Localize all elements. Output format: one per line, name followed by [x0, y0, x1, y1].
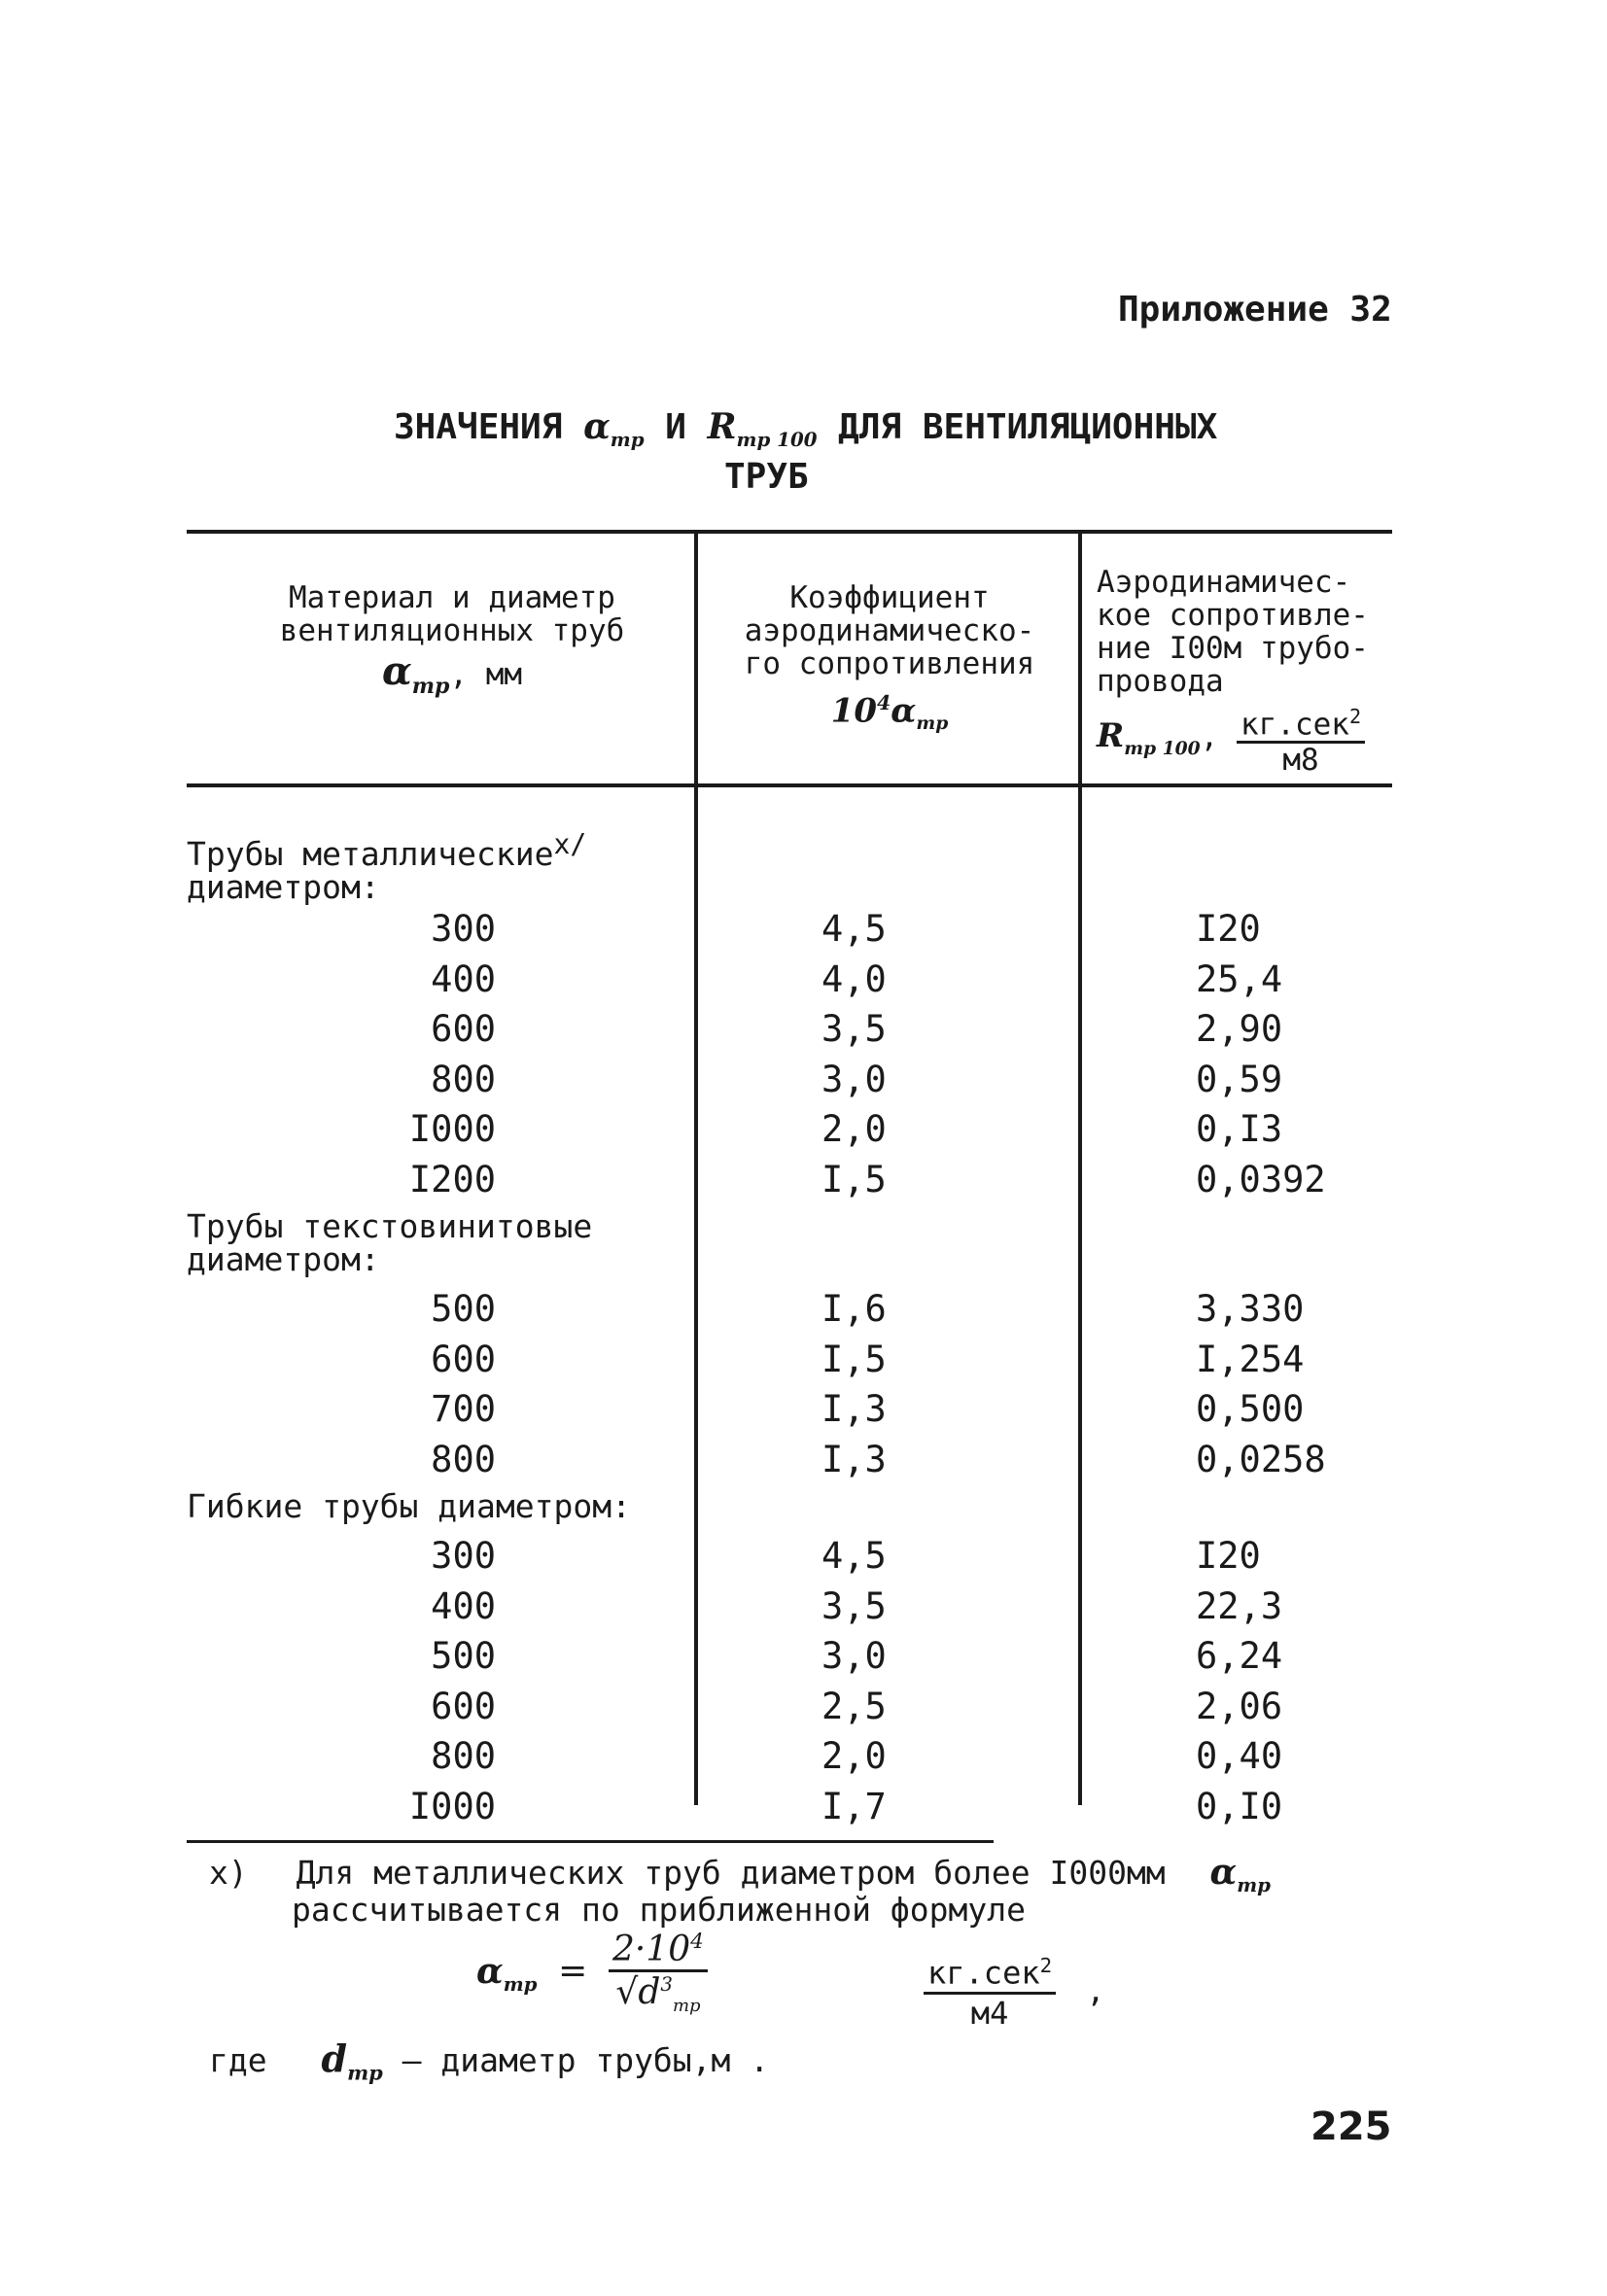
cell-coefficient: 3,0 [821, 1058, 887, 1100]
header-col1-line2: вентиляционных труб [279, 613, 625, 648]
header-col3-unit: $\frac{кг.сек^2}{м8}$ [1237, 700, 1365, 777]
cell-diameter: 800 [431, 1058, 496, 1100]
group-label-line: Трубы текстовинитовые [187, 1207, 593, 1245]
where-text: – диаметр трубы,м . [402, 2041, 770, 2079]
cell-diameter: 500 [431, 1635, 496, 1677]
cell-coefficient: I,3 [821, 1438, 887, 1480]
header-coefficient [719, 581, 1060, 740]
header-col2-line3: го сопротивления [744, 646, 1035, 681]
cell-resistance: 3,330 [1196, 1288, 1305, 1330]
cell-diameter: 600 [431, 1338, 496, 1380]
header-col3-symbol: $R_{тр 100}$, $\frac{кг.сек^2}{м8}$ [1097, 700, 1388, 777]
formula-lhs: $\alpha_{тр}$ [476, 1950, 538, 1996]
header-col2-line2: аэродинамическо- [744, 613, 1035, 648]
header-col3-line2: кое сопротивле- [1097, 598, 1369, 633]
cell-diameter: I000 [408, 1785, 496, 1827]
cell-resistance: I,254 [1196, 1338, 1305, 1380]
header-col3-line1: Аэродинамичес- [1097, 565, 1351, 600]
header-col1-symbol: $\alpha_{тр}$, мм [381, 648, 523, 699]
cell-resistance: 22,3 [1196, 1584, 1283, 1627]
cell-coefficient: 2,5 [821, 1685, 887, 1727]
cell-resistance: 25,4 [1196, 957, 1283, 1000]
cell-coefficient: 3,5 [821, 1008, 887, 1050]
table-column-divider-2 [1078, 532, 1082, 1805]
header-material-diameter [248, 581, 656, 703]
footnote-marker: x) [209, 1854, 248, 1892]
group-label [187, 1207, 593, 1278]
group-label-line: диаметром: [187, 868, 380, 906]
table-title-line1 [394, 406, 1217, 451]
appendix-label: Приложение 32 [1118, 290, 1392, 330]
cell-resistance: 0,0392 [1196, 1158, 1326, 1200]
formula-trailing-comma: , [1086, 1971, 1105, 2009]
formula-unit: $\frac{кг.сек^2}{м4}$ , [924, 1954, 1105, 2032]
cell-coefficient: I,5 [821, 1338, 887, 1380]
cell-diameter: 700 [431, 1388, 496, 1430]
footnote-where [209, 2036, 769, 2085]
cell-diameter: 300 [431, 908, 496, 950]
cell-resistance: 6,24 [1196, 1635, 1283, 1677]
header-resistance [1097, 566, 1388, 777]
cell-resistance: 0,59 [1196, 1058, 1283, 1100]
cell-coefficient: 2,0 [821, 1735, 887, 1777]
cell-coefficient: I,6 [821, 1288, 887, 1330]
cell-coefficient: I,3 [821, 1388, 887, 1430]
title-and-word: И [665, 407, 686, 447]
table-top-rule [187, 530, 1392, 534]
cell-resistance: 0,I0 [1196, 1785, 1283, 1827]
cell-coefficient: 2,0 [821, 1108, 887, 1150]
cell-diameter: I000 [408, 1108, 496, 1150]
footnote-alpha-symbol: $\alpha_{тр}$ [1209, 1852, 1272, 1897]
header-col3-line4: провода [1097, 664, 1224, 699]
cell-resistance: 0,I3 [1196, 1108, 1283, 1150]
group-label-line: диаметром: [187, 1240, 380, 1278]
title-prefix: ЗНАЧЕНИЯ [394, 407, 563, 447]
header-col3-line3: ние I00м трубо- [1097, 631, 1369, 666]
footnote-line2: рассчитывается по приближенной формуле [292, 1891, 1026, 1929]
table-header-rule [187, 783, 1392, 787]
page-number: 225 [1310, 2105, 1392, 2149]
cell-coefficient: I,7 [821, 1785, 887, 1827]
where-prefix: где [209, 2041, 267, 2079]
footnote-reference-mark: x/ [553, 828, 587, 860]
cell-coefficient: I,5 [821, 1158, 887, 1200]
header-col2-line1: Коэффициент [789, 580, 990, 615]
where-symbol: $d_{тр}$ [321, 2036, 383, 2085]
cell-coefficient: 4,5 [821, 908, 887, 950]
cell-resistance: 0,40 [1196, 1735, 1283, 1777]
cell-coefficient: 4,0 [821, 957, 887, 1000]
header-col1-line1: Материал и диаметр [289, 580, 615, 615]
cell-coefficient: 3,5 [821, 1584, 887, 1627]
footnote-rule [187, 1840, 994, 1843]
group-label [187, 828, 586, 904]
cell-resistance: 0,0258 [1196, 1438, 1326, 1480]
table-column-divider-1 [694, 532, 698, 1805]
formula-fraction: $\frac{2\cdot 10^4}{√d^3_{тр}}$ [609, 1930, 708, 2016]
table-title-line2: ТРУБ [724, 457, 809, 497]
title-r-symbol: $R_{тр 100}$ [707, 406, 818, 452]
cell-resistance: I20 [1196, 908, 1261, 950]
title-suffix: ДЛЯ ВЕНТИЛЯЦИОННЫХ [838, 407, 1218, 447]
group-label [187, 1487, 631, 1525]
cell-diameter: 600 [431, 1008, 496, 1050]
cell-diameter: 400 [431, 1584, 496, 1627]
header-col2-symbol: $10^4\alpha_{тр}$ [830, 691, 949, 735]
cell-coefficient: 3,0 [821, 1635, 887, 1677]
cell-diameter: 800 [431, 1735, 496, 1777]
cell-diameter: 800 [431, 1438, 496, 1480]
cell-resistance: 0,500 [1196, 1388, 1305, 1430]
footnote-text-1: Для металлических труб диаметром более I000мм [296, 1854, 1166, 1892]
title-alpha-symbol: $\alpha_{тр}$ [583, 406, 645, 452]
footnote-formula: $\alpha_{тр}$ = $\frac{2\cdot 10^4}{√d^3_{тр}}$ [476, 1930, 708, 2016]
cell-diameter: I200 [408, 1158, 496, 1200]
cell-coefficient: 4,5 [821, 1535, 887, 1577]
cell-resistance: I20 [1196, 1535, 1261, 1577]
cell-diameter: 600 [431, 1685, 496, 1727]
cell-diameter: 500 [431, 1288, 496, 1330]
group-label-line: Гибкие трубы диаметром: [187, 1487, 631, 1525]
cell-resistance: 2,90 [1196, 1008, 1283, 1050]
cell-resistance: 2,06 [1196, 1685, 1283, 1727]
cell-diameter: 300 [431, 1535, 496, 1577]
cell-diameter: 400 [431, 957, 496, 1000]
group-label-line: Трубы металлические$^{x/}$ [187, 828, 587, 873]
